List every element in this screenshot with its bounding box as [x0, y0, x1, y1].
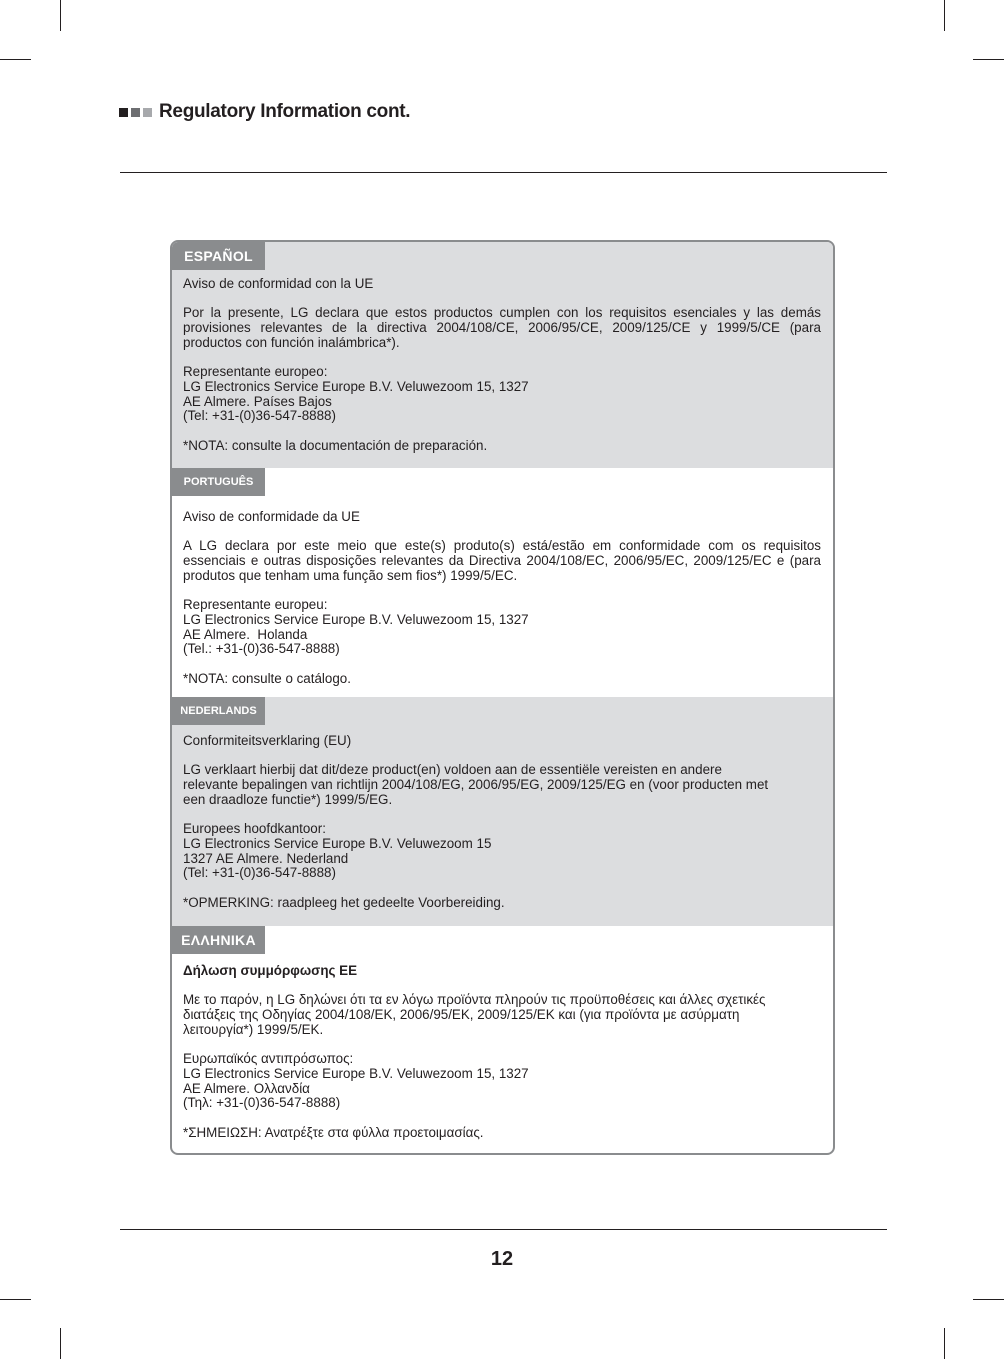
- section-title: Aviso de conformidad con la UE: [183, 276, 374, 291]
- page-header: [119, 100, 410, 124]
- note-text: *NOTA: consulte la documentación de preparación.: [183, 437, 488, 453]
- bottom-rule: [120, 1229, 887, 1230]
- declaration-text: [183, 763, 821, 807]
- representative-block: [183, 365, 821, 424]
- declaration-line: λειτουργία*) 1999/5/ΕΚ.: [183, 1021, 324, 1037]
- section-body: [183, 277, 821, 453]
- representative-label: Representante europeo:: [183, 364, 328, 380]
- telephone: (Tel.: +31-(0)36-547-8888): [183, 641, 340, 657]
- section-ellinika: [172, 926, 833, 1153]
- representative-label: Europees hoofdkantoor:: [183, 821, 326, 837]
- address-line: LG Electronics Service Europe B.V. Veluwezoom 15, 1327: [183, 378, 529, 394]
- section-nederlands: [172, 697, 833, 926]
- section-title: Conformiteitsverklaring (EU): [183, 733, 352, 748]
- language-tab-portugues: PORTUGUÊS: [172, 468, 265, 496]
- top-rule: [120, 172, 887, 173]
- square-bullet-icon: [131, 108, 140, 117]
- representative-label: Ευρωπαϊκός αντιπρόσωπος:: [183, 1051, 354, 1067]
- square-bullet-icon: [119, 108, 128, 117]
- regulatory-box: [170, 240, 835, 1155]
- representative-block: [183, 1052, 821, 1111]
- page-title: Regulatory Information cont.: [159, 101, 411, 122]
- declaration-text: Por la presente, LG declara que estos productos cumplen con los requisitos esenciales y las demás provisiones relevantes de la directiva 2004/108/CE, 2006/95/CE, 2009/125/CE y 1999/5/CE (para productos con función inalámbrica*).: [183, 305, 821, 350]
- section-body: [183, 510, 821, 686]
- declaration-line: διατάξεις της Οδηγίας 2004/108/ΕΚ, 2006/95/ΕΚ, 2009/125/ΕΚ και (για προϊόντα με ασύρματη: [183, 1007, 740, 1023]
- address-line: AE Almere. Holanda: [183, 626, 308, 642]
- language-tab-ellinika: ΕΛΛΗΝΙΚΑ: [172, 926, 265, 954]
- telephone: (Tel: +31-(0)36-547-8888): [183, 865, 336, 881]
- crop-mark: [973, 1299, 1004, 1300]
- language-tab-nederlands: NEDERLANDS: [172, 697, 265, 725]
- telephone: (Τηλ: +31-(0)36-547-8888): [183, 1095, 341, 1111]
- address-line: 1327 AE Almere. Nederland: [183, 850, 349, 866]
- square-bullet-icon: [143, 108, 152, 117]
- section-body: [183, 964, 821, 1140]
- section-espanol: [172, 242, 833, 468]
- address-line: AE Almere. Países Bajos: [183, 393, 332, 409]
- crop-mark: [0, 1299, 31, 1300]
- representative-label: Representante europeu:: [183, 597, 328, 613]
- representative-block: [183, 598, 821, 657]
- address-line: LG Electronics Service Europe B.V. Veluwezoom 15, 1327: [183, 1065, 529, 1081]
- note-text: *ΣΗΜΕΙΩΣΗ: Ανατρέξτε στα φύλλα προετοιμασίας.: [183, 1124, 484, 1140]
- crop-mark: [973, 59, 1004, 60]
- crop-mark: [0, 59, 31, 60]
- declaration-line: een draadloze functie*) 1999/5/EG.: [183, 791, 393, 807]
- address-line: LG Electronics Service Europe B.V. Veluwezoom 15: [183, 835, 492, 851]
- crop-mark: [944, 1328, 945, 1359]
- crop-mark: [60, 1328, 61, 1359]
- page-number: 12: [490, 1248, 514, 1270]
- declaration-line: Με το παρόν, η LG δηλώνει ότι τα εν λόγω προϊόντα πληρούν τις προϋποθέσεις και άλλες σχετικές: [183, 992, 766, 1008]
- declaration-line: LG verklaart hierbij dat dit/deze product(en) voldoen aan de essentiële vereisten en andere: [183, 762, 722, 778]
- crop-mark: [944, 0, 945, 31]
- declaration-text: [183, 993, 821, 1037]
- representative-block: [183, 822, 821, 881]
- note-text: *NOTA: consulte o catálogo.: [183, 670, 351, 686]
- section-title: Aviso de conformidade da UE: [183, 509, 360, 524]
- telephone: (Tel: +31-(0)36-547-8888): [183, 408, 336, 424]
- declaration-text: A LG declara por este meio que este(s) produto(s) está/estão em conformidade com os requisitos essenciais e outras disposições relevantes da Directiva 2004/108/EC, 2006/95/EC, 2009/125/EC e (para produtos que tenham uma função sem fios*) 1999/5/EC.: [183, 538, 821, 583]
- declaration-line: relevante bepalingen van richtlijn 2004/108/EG, 2006/95/EG, 2009/125/EG en (voor producten met: [183, 777, 769, 793]
- language-tab-espanol: ESPAÑOL: [172, 242, 265, 270]
- section-body: [183, 734, 821, 910]
- section-portugues: [172, 468, 833, 697]
- note-text: *OPMERKING: raadpleeg het gedeelte Voorbereiding.: [183, 894, 505, 910]
- address-line: LG Electronics Service Europe B.V. Veluwezoom 15, 1327: [183, 611, 529, 627]
- section-title: Δήλωση συμμόρφωσης ΕΕ: [183, 963, 358, 978]
- address-line: AE Almere. Ολλανδία: [183, 1080, 310, 1096]
- crop-mark: [60, 0, 61, 31]
